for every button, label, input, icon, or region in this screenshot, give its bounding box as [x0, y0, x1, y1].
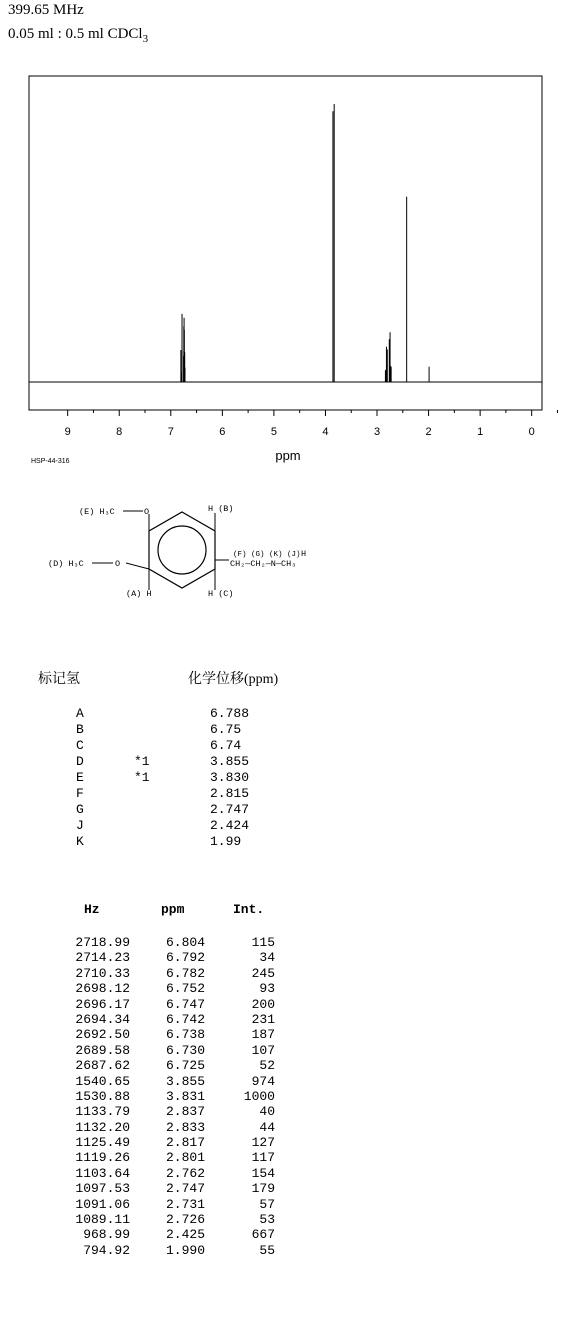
h-a-label: (A) H [126, 589, 152, 599]
peak-row [50, 966, 290, 981]
peak-frequency: 1125.49 [75, 1135, 130, 1151]
x-tick-label: 7 [167, 426, 174, 438]
peak-intensity: 1000 [243, 1088, 275, 1104]
assignment-row [76, 754, 316, 770]
peak-shift: 2.817 [165, 1135, 205, 1151]
x-tick-label: 6 [219, 426, 226, 438]
assignment-row [76, 722, 316, 738]
peak-intensity: 34 [259, 950, 275, 966]
sample-text: 0.05 ml : 0.5 ml CDCl [8, 26, 143, 42]
hydrogen-label: E [76, 770, 84, 785]
hydrogen-label: A [76, 706, 84, 721]
peak-frequency: 1089.11 [75, 1212, 130, 1228]
chain-formula: CH₂—CH₂—N—CH₃ [230, 559, 297, 569]
int-column-header: Int. [233, 902, 265, 917]
assignment-table [76, 706, 316, 850]
peak-table [50, 935, 290, 1258]
assignment-row [76, 834, 316, 850]
x-tick-label: 8 [116, 426, 123, 438]
assignment-note: *1 [134, 770, 150, 785]
peak-intensity: 179 [251, 1181, 275, 1197]
peak-intensity: 154 [251, 1165, 275, 1181]
peak-intensity: 55 [259, 1242, 275, 1258]
x-axis-label: ppm [275, 448, 301, 463]
h-b-label: H (B) [208, 504, 234, 514]
peak-frequency: 968.99 [83, 1227, 130, 1243]
bond-o-left [126, 563, 149, 569]
hydrogen-label: K [76, 834, 84, 849]
spectrometer-frequency: 399.65 MHz [8, 2, 84, 18]
peak-shift: 2.837 [165, 1104, 205, 1120]
chemical-shift: 3.830 [210, 770, 250, 785]
peak-intensity: 245 [251, 965, 275, 981]
o-left-label: O [115, 559, 121, 569]
x-tick-label: 2 [425, 426, 432, 438]
hydrogen-label: B [76, 722, 84, 737]
chemical-shift: 6.74 [210, 738, 242, 753]
peak-frequency: 2718.99 [75, 935, 130, 950]
peak-row [50, 950, 290, 965]
peak-intensity: 200 [251, 996, 275, 1012]
spectrum-code: HSP-44-316 [31, 458, 70, 465]
chemical-shift: 3.855 [210, 754, 250, 769]
peak-frequency: 2696.17 [75, 996, 130, 1012]
peak-intensity: 52 [259, 1058, 275, 1074]
peak-shift: 2.762 [165, 1165, 205, 1181]
chemical-shift: 1.99 [210, 834, 242, 849]
peak-row [50, 1197, 290, 1212]
peak-intensity: 187 [251, 1027, 275, 1043]
shift-column-header: 化学位移(ppm) [188, 672, 279, 687]
hz-column-header: Hz [84, 902, 100, 917]
peak-row [50, 1166, 290, 1181]
label-column-header: 标记氢 [38, 672, 80, 687]
peak-intensity: 667 [251, 1227, 275, 1243]
peak-intensity: 44 [259, 1119, 275, 1135]
peak-shift: 3.855 [165, 1073, 205, 1089]
hydrogen-label: J [76, 818, 84, 833]
peak-intensity: 231 [251, 1011, 275, 1027]
x-tick-label: 4 [322, 426, 329, 438]
peak-row [50, 1027, 290, 1042]
peak-row [50, 1089, 290, 1104]
peak-shift: 2.801 [165, 1150, 205, 1166]
peak-intensity: 117 [251, 1150, 275, 1166]
peak-intensity: 53 [259, 1212, 275, 1228]
peak-shift: 3.831 [165, 1088, 205, 1104]
peak-frequency: 1133.79 [75, 1104, 130, 1120]
peak-shift: 2.747 [165, 1181, 205, 1197]
peak-frequency: 2694.34 [75, 1011, 130, 1027]
peak-frequency: 1119.26 [75, 1150, 130, 1166]
o-top-label: O [144, 507, 150, 517]
x-tick-label: 0 [528, 426, 535, 438]
peak-frequency: 1097.53 [75, 1181, 130, 1197]
peak-frequency: 2687.62 [75, 1058, 130, 1074]
assignment-row [76, 818, 316, 834]
hydrogen-label: G [76, 802, 84, 817]
peak-row [50, 1212, 290, 1227]
assignment-row [76, 706, 316, 722]
assignment-row [76, 786, 316, 802]
peak-row [50, 1227, 290, 1242]
peak-shift: 6.738 [165, 1027, 205, 1043]
assignment-note: *1 [134, 754, 150, 769]
x-tick-label: 9 [64, 426, 71, 438]
peak-shift: 6.804 [165, 935, 205, 950]
chain-position-labels: (F) (G) (K) (J) [233, 551, 301, 559]
peak-intensity: 115 [251, 935, 275, 950]
hydrogen-label: F [76, 786, 84, 801]
peak-row [50, 1074, 290, 1089]
peak-frequency: 1091.06 [75, 1196, 130, 1212]
peak-row [50, 1120, 290, 1135]
peak-shift: 1.990 [165, 1242, 205, 1258]
x-tick-label: 3 [373, 426, 381, 438]
chemical-shift: 2.747 [210, 802, 250, 817]
e-methoxy-label: (E) H₃C [79, 507, 115, 517]
k-h-label: H [301, 549, 307, 559]
peak-row [50, 1043, 290, 1058]
peak-shift: 6.747 [165, 996, 205, 1012]
sample-subscript: 3 [142, 33, 149, 45]
peak-row [50, 997, 290, 1012]
peak-frequency: 1132.20 [75, 1119, 130, 1135]
peak-row [50, 1058, 290, 1073]
peak-frequency: 1103.64 [75, 1165, 130, 1181]
peak-frequency: 2698.12 [75, 981, 130, 997]
assignment-row [76, 802, 316, 818]
peak-frequency: 2714.23 [75, 950, 130, 966]
peak-intensity: 40 [259, 1104, 275, 1120]
h-c-label: H (C) [208, 589, 234, 599]
peak-intensity: 107 [251, 1042, 275, 1058]
peak-frequency: 2689.58 [75, 1042, 130, 1058]
peak-intensity: 974 [251, 1073, 275, 1089]
hydrogen-label: D [76, 754, 84, 769]
peak-row [50, 1181, 290, 1196]
aromatic-circle [158, 526, 206, 574]
peak-shift: 6.725 [165, 1058, 205, 1074]
peak-shift: 2.833 [165, 1119, 205, 1135]
hydrogen-label: C [76, 738, 84, 753]
peak-frequency: 1530.88 [75, 1088, 130, 1104]
ppm-column-header: ppm [161, 902, 185, 917]
peak-frequency: 2710.33 [75, 965, 130, 981]
peak-shift: 6.792 [165, 950, 205, 966]
chemical-shift: 6.75 [210, 722, 242, 737]
peak-frequency: 1540.65 [75, 1073, 130, 1089]
peak-shift: 2.731 [165, 1196, 205, 1212]
peak-shift: 6.752 [165, 981, 205, 997]
peak-row [50, 1135, 290, 1150]
assignment-row [76, 770, 316, 786]
peak-row [50, 1012, 290, 1027]
benzene-ring [149, 512, 215, 588]
d-methoxy-label: (D) H₃C [48, 559, 84, 569]
x-tick-label: 1 [477, 426, 484, 438]
x-tick-label: 5 [270, 426, 277, 438]
peak-intensity: 93 [259, 981, 275, 997]
peak-row [50, 935, 290, 950]
peak-shift: 2.726 [165, 1212, 205, 1228]
peak-frequency: 2692.50 [75, 1027, 130, 1043]
peak-frequency: 794.92 [83, 1242, 130, 1258]
chemical-shift: 2.424 [210, 818, 250, 833]
peak-intensity: 127 [251, 1135, 275, 1151]
peak-row [50, 981, 290, 996]
peak-row [50, 1104, 290, 1119]
chemical-shift: 6.788 [210, 706, 250, 721]
peak-shift: 2.425 [165, 1227, 205, 1243]
assignment-row [76, 738, 316, 754]
peak-row [50, 1150, 290, 1165]
chemical-shift: 2.815 [210, 786, 250, 801]
peak-shift: 6.782 [165, 965, 205, 981]
peak-row [50, 1243, 290, 1258]
peak-shift: 6.742 [165, 1011, 205, 1027]
peak-shift: 6.730 [165, 1042, 205, 1058]
peak-intensity: 57 [259, 1196, 275, 1212]
